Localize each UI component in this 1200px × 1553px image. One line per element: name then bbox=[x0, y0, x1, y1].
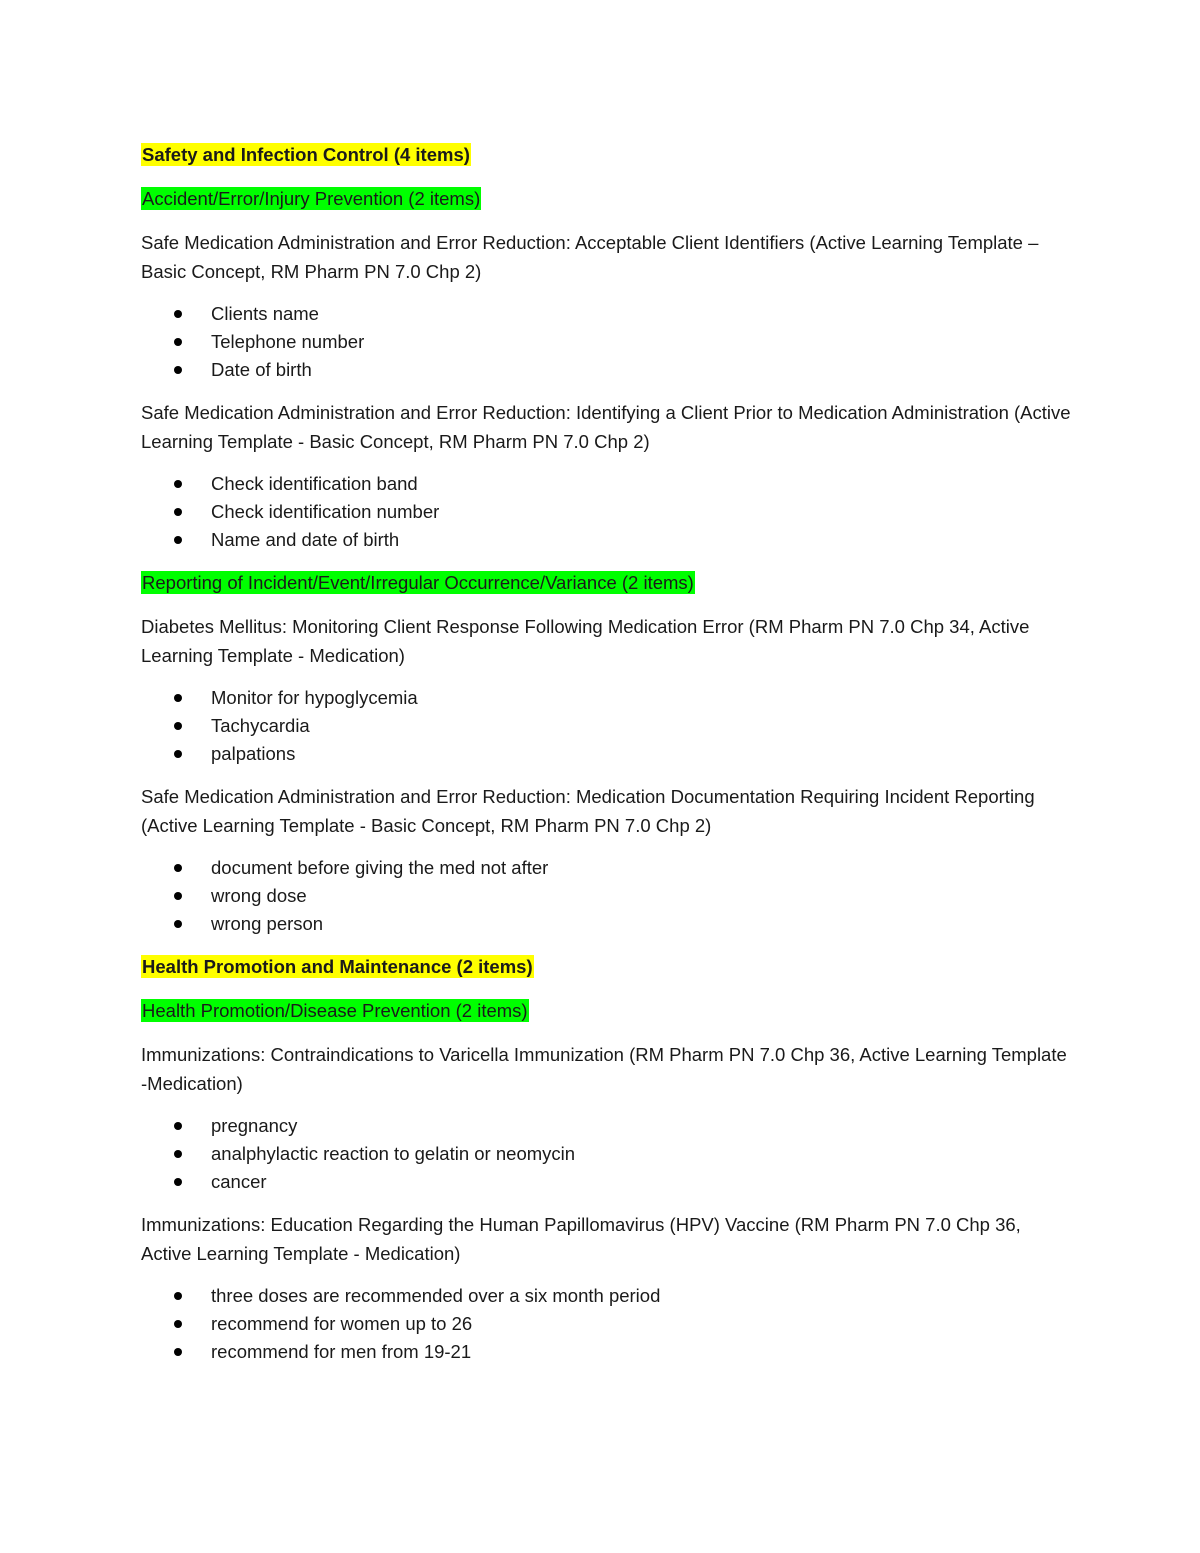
bullet-icon bbox=[174, 920, 182, 928]
list-item: three doses are recommended over a six month period bbox=[141, 1282, 1071, 1310]
bullet-icon bbox=[174, 1178, 182, 1186]
list-item: palpations bbox=[141, 740, 1071, 768]
bullet-list bbox=[141, 684, 1071, 768]
bullet-icon bbox=[174, 508, 182, 516]
list-item: Name and date of birth bbox=[141, 526, 1071, 554]
bullet-list bbox=[141, 854, 1071, 938]
list-item: document before giving the med not after bbox=[141, 854, 1071, 882]
topic-text: Safe Medication Administration and Error Reduction: Identifying a Client Prior to Medication Administration (Active Learning Template - Basic Concept, RM Pharm PN 7.0 Chp 2) bbox=[141, 402, 1071, 452]
topic-text: Diabetes Mellitus: Monitoring Client Response Following Medication Error (RM Pharm PN 7.0 Chp 34, Active Learning Template - Medication) bbox=[141, 616, 1030, 666]
bullet-icon bbox=[174, 338, 182, 346]
topic-text: Safe Medication Administration and Error Reduction: Medication Documentation Requiring Incident Reporting (Active Learning Template - Basic Concept, RM Pharm PN 7.0 Chp 2) bbox=[141, 786, 1035, 836]
bullet-icon bbox=[174, 750, 182, 758]
list-item: Check identification number bbox=[141, 498, 1071, 526]
bullet-icon bbox=[174, 1292, 182, 1300]
subsection-heading bbox=[141, 568, 1071, 597]
list-item: Clients name bbox=[141, 300, 1071, 328]
list-item: Monitor for hypoglycemia bbox=[141, 684, 1071, 712]
bullet-icon bbox=[174, 310, 182, 318]
bullet-icon bbox=[174, 366, 182, 374]
bullet-icon bbox=[174, 1122, 182, 1130]
topic-text: Immunizations: Education Regarding the Human Papillomavirus (HPV) Vaccine (RM Pharm PN 7.0 Chp 36, Active Learning Template - Medication) bbox=[141, 1214, 1021, 1264]
list-item: Telephone number bbox=[141, 328, 1071, 356]
list-item: Date of birth bbox=[141, 356, 1071, 384]
subsection-heading bbox=[141, 996, 1071, 1025]
bullet-list bbox=[141, 470, 1071, 554]
bullet-icon bbox=[174, 892, 182, 900]
section-title: Health Promotion and Maintenance (2 items) bbox=[142, 956, 533, 977]
list-item: recommend for men from 19-21 bbox=[141, 1338, 1071, 1366]
bullet-icon bbox=[174, 864, 182, 872]
list-item: recommend for women up to 26 bbox=[141, 1310, 1071, 1338]
bullet-icon bbox=[174, 1150, 182, 1158]
subsection-title: Health Promotion/Disease Prevention (2 items) bbox=[142, 1000, 528, 1021]
list-item: Tachycardia bbox=[141, 712, 1071, 740]
list-item: wrong dose bbox=[141, 882, 1071, 910]
bullet-icon bbox=[174, 1348, 182, 1356]
list-item: Check identification band bbox=[141, 470, 1071, 498]
list-item: cancer bbox=[141, 1168, 1071, 1196]
list-item: wrong person bbox=[141, 910, 1071, 938]
topic-text: Safe Medication Administration and Error Reduction: Acceptable Client Identifiers (Active Learning Template – Basic Concept, RM Pharm PN 7.0 Chp 2) bbox=[141, 232, 1039, 282]
bullet-icon bbox=[174, 480, 182, 488]
list-item: analphylactic reaction to gelatin or neomycin bbox=[141, 1140, 1071, 1168]
bullet-list bbox=[141, 1112, 1071, 1196]
bullet-icon bbox=[174, 694, 182, 702]
subsection-title: Accident/Error/Injury Prevention (2 items) bbox=[142, 188, 481, 209]
section-title: Safety and Infection Control (4 items) bbox=[142, 144, 470, 165]
bullet-icon bbox=[174, 536, 182, 544]
subsection-heading bbox=[141, 184, 1071, 213]
bullet-list bbox=[141, 300, 1071, 384]
bullet-icon bbox=[174, 722, 182, 730]
document-page bbox=[141, 140, 1071, 1380]
section-heading bbox=[141, 952, 1071, 981]
subsection-title: Reporting of Incident/Event/Irregular Occurrence/Variance (2 items) bbox=[142, 572, 694, 593]
list-item: pregnancy bbox=[141, 1112, 1071, 1140]
topic-text: Immunizations: Contraindications to Varicella Immunization (RM Pharm PN 7.0 Chp 36, Active Learning Template -Medication) bbox=[141, 1044, 1067, 1094]
bullet-icon bbox=[174, 1320, 182, 1328]
section-heading bbox=[141, 140, 1071, 169]
bullet-list bbox=[141, 1282, 1071, 1366]
